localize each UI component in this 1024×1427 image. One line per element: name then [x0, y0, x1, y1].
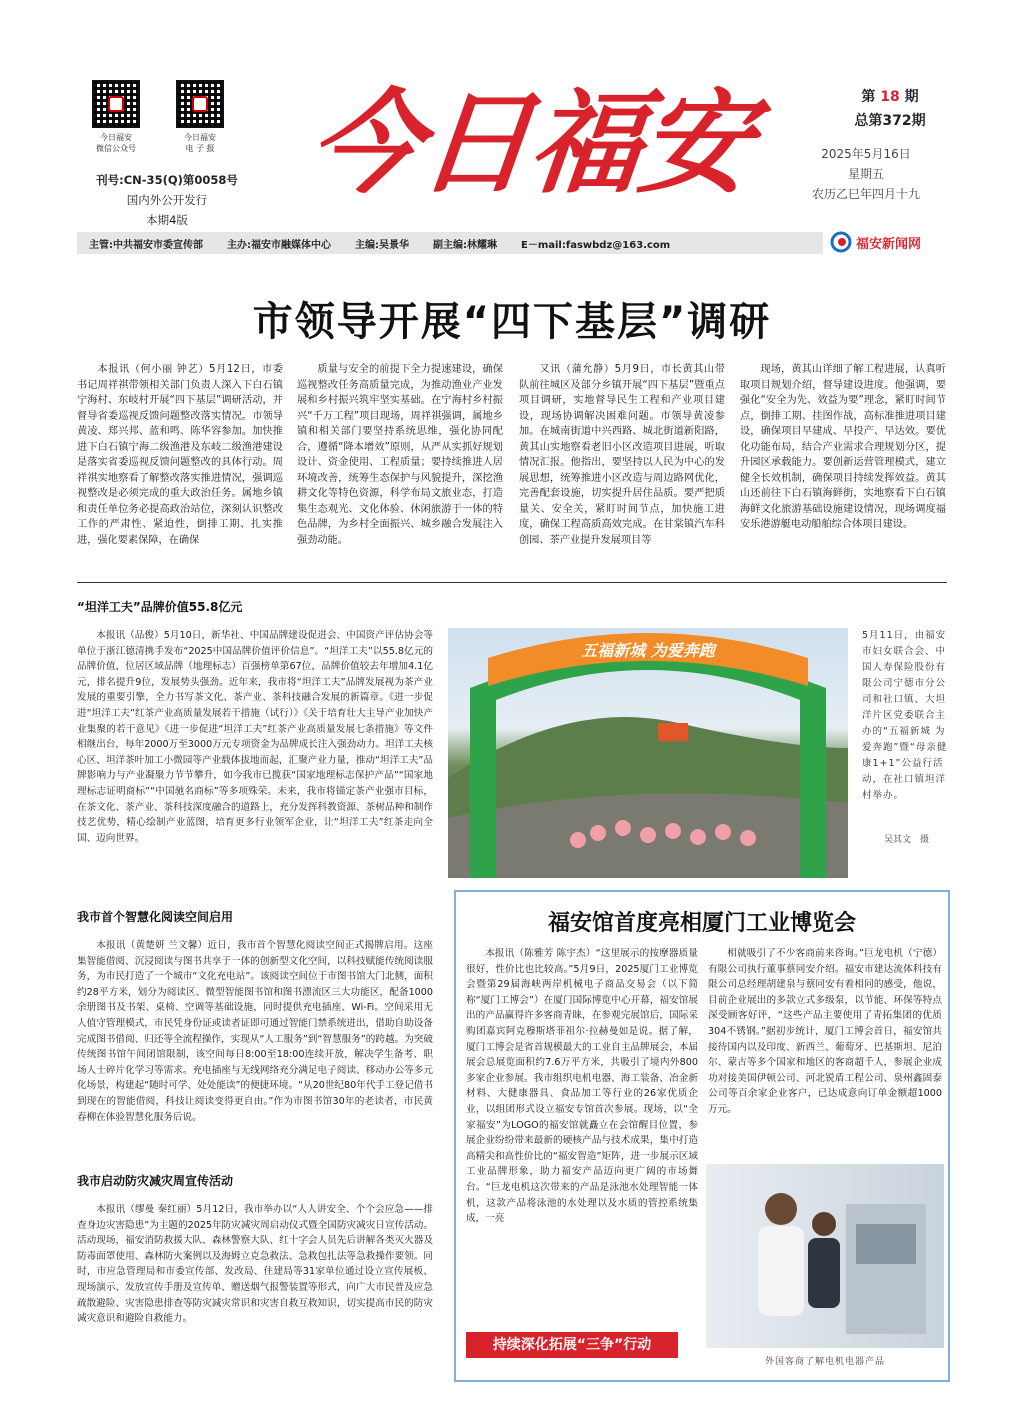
issue-info [840, 86, 940, 130]
publication-info [82, 170, 252, 230]
expo-column-1: 本报讯（陈雅芳 陈宇杰）“这里展示的按摩器质量很好，性价比也比较高。”5月9日，2025厦门工业博览会暨第29届海峡两岸机械电子商品交易会（以下简称“厦门工博会”）在厦门国际博览中心开幕，福安馆展出的产品赢得许多客商青睐，在参观完展馆后，国际采购团嘉宾阿克穆斯塔菲祖尔·拉赫曼如是说。据了解，厦门工博会是省首规模最大的工业自主品牌展会，本届展会总展览面积约7.6万平方米，共吸引了境内外800多家企业参展。我市组织电机电器、海工装备、冶金新材料、大健康器具、食品加工等行业的26家优质企业，以组团形式设立福安专馆首次参展。现场，以“全家福安”为LOGO的福安馆就矗立在会馆醒目位置，参展企业纷纷带来最新的硬核产品与技术成果，集中打造高精尖和高性价比的“福安智造”矩阵，进一步展示区域工业品牌形象，助力福安产品迈向更广阔的市场舞台。“巨龙电机这次带来的产品是泳池水处理智能一体机，这款产品将泳池的水处理以及水质的管控系统集成，一亮 [466, 948, 698, 1225]
expo-column-2: 相就吸引了不少客商前来咨询。”巨龙电机（宁德）有限公司执行董事蔡同安介绍。福安市建达流体科技有限公司总经理胡建泉与蔡同安有着相同的感受，他说，目前企业展出的多款立式多级泵，以节能、环保等特点深受顾客好评，“这些产品主要使用了青拓集团的优质304不锈钢。”据初步统计，厦门工博会首日，福安馆共接待国内以及印度、新西兰、葡萄牙、巴基斯坦、尼泊尔、蒙古等多个国家和地区的客商超千人，参展企业成功对接美国伊顿公司、河北锐盾工程公司、泉州鑫固泰公司等百余家企业客户，已达成意向订单金额超1000万元。 [708, 948, 942, 1115]
brand-body: 本报讯（品俊）5月10日，新华社、中国品牌建设促进会、中国资产评估协会等单位于浙江德清携手发布“2025中国品牌价值评价信息”。“坦洋工夫”以55.8亿元的品牌价值，位居区域品牌（地理标志）百强榜单第67位，品牌价值较去年增加4.1亿元，排名提升9位，发展势头强劲。近年来，我市将“坦洋工夫”品牌发展视为茶产业发展的重要引擎，全力书写茶文化、茶产业、茶科技融合发展的新篇章。《进一步促进“坦洋工夫”红茶产业高质量发展若干措施（试行）》《关于培育壮大主导产业加快产业集聚的若干意见》《进一步促进“坦洋工夫”红茶产业高质量发展七条措施》等文件相继出台，每年2000万至3000万元专项资金为品牌成长注入强劲动力。坦洋工夫核心区、坦洋茶叶加工小微园等产业载体拔地而起，汇聚产业力量，推动“坦洋工夫”品牌影响力与产业凝聚力节节攀升，如今我市已揽获“国家地理标志保护产品”“国家地理标志证明商标”“中国驰名商标”等多项殊荣。未来，我市将锚定茶产业强市目标，在茶文化、茶产业、茶科技深度融合的道路上，充分发挥科教资源、茶树品种和制作技艺优势，精心绘制产业蓝图，培育更多行业领军企业，让“坦洋工夫”红茶走向全国、迈向世界。 [77, 630, 433, 844]
qr-epaper[interactable] [176, 80, 224, 154]
deputy-editor: 副主编:林耀琳 [433, 239, 497, 251]
brand-headline: “坦洋工夫”品牌价值55.8亿元 [77, 600, 243, 614]
lunar-date: 农历乙巳年四月十九 [811, 187, 920, 201]
campaign-banner: 持续深化拓展“三争”行动 [466, 1332, 678, 1358]
lead-column-2: 质量与安全的前提下全力提速建设，确保巡视整改任务高质量完成，为推动渔业产业发展和乡村振兴筑牢坚实基础。在宁海村乡村振兴“千万工程”项目现场，周祥祺强调，属地乡镇和相关部门要坚持系统思维，强化协同配合，遵循“降本增效”原则，从严从实抓好规划设计、资金使用、工程质量；要持续推进人居环境改善，统筹生态保护与风貌提升，深挖渔耕文化等特色资源，科学布局文旅业态，打造集生态观光、文化体验、休闲旅游于一体的特色品牌，为乡村全面振兴、城乡融合发展注入强劲动能。 [297, 364, 503, 546]
date: 2025年5月16日 [821, 147, 911, 161]
masthead-title: 今日福安 [303, 78, 757, 209]
expo-headline: 福安馆首度亮相厦门工业博览会 [547, 910, 856, 936]
email[interactable]: E－mail:faswbdz@163.com [521, 239, 671, 251]
run-event-caption: 5月11日，由福安市妇女联合会、中国人寿保险股份有限公司宁德市分公司和社口镇、大坦洋片区党委联合主办的“五福新城 为爱奔跑”暨“母亲健康1+1”公益行活动，在社口镇坦洋村举办。 [862, 630, 948, 801]
qr-wechat-caption: 今日福安 微信公众号 [96, 133, 136, 153]
chief-editor: 主编:吴景华 [355, 239, 409, 251]
total-issue: 总第372期 [854, 113, 926, 129]
arch-banner-text: 五福新城 为爱奔跑 [581, 641, 715, 660]
issue-number: 第 18 期 [861, 89, 919, 105]
qr-wechat[interactable] [92, 80, 140, 154]
expo-photo [706, 1164, 944, 1348]
sponsor: 主管:中共福安市委宣传部 [89, 239, 203, 251]
host: 主办:福安市融媒体中心 [227, 239, 331, 251]
distribution-note: 国内外公开发行 [126, 193, 208, 207]
date-block [790, 144, 942, 204]
masthead-info-bar [77, 232, 823, 254]
weekday: 星期五 [847, 167, 884, 181]
site-logo-icon [830, 231, 852, 253]
run-event-illustration [448, 628, 848, 878]
site-logo-text: 福安新闻网 [856, 236, 922, 252]
disaster-body: 本报讯（缪曼 秦红丽）5月12日，我市举办以“人人讲安全、个个会应急——排查身边灾害隐患”为主题的2025年防灾减灾周启动仪式暨全国防灾减灾日宣传活动。活动现场，福安消防救援大队、森林警察大队、红十字会人员先后讲解各类灭火器及防毒面罩使用、森林防火案例以及海姆立克急救法、急救包扎法等急救操作要领。同时，市应急管理局和市委宣传部、发改局、住建局等31家单位通过设立宣传展板、现场演示、发放宣传手册及宣传单、赠送烟气报警装置等形式，向广大市民普及应急疏散避险、灾害隐患排查等防灾减灾常识和灾害自救互救知识，切实提高市民的防灾减灾意识和避险自救能力。 [77, 1204, 433, 1325]
reading-body: 本报讯（黄楚妍 兰文馨）近日，我市首个智慧化阅读空间正式揭牌启用。这座集智能借阅、沉浸阅读与图书共享于一体的创新型文化空间，以科技赋能传统阅读服务，为市民打造了一个城市“文化充电站”。该阅读空间位于市图书馆大门北侧，面积约28平方米，划分为阅读区、微型智能图书馆和图书漂流区三大功能区，配备1000余册图书及书架、桌椅、空调等基础设施，同时提供充电插座、Wi-Fi。空间采用无人值守管理模式，市民凭身份证或读者证即可通过智能门禁系统进出，借助自助设备完成图书借阅、归还等全流程操作，实现从“人工服务”到“智慧服务”的跨越。为突破传统图书馆午间闭馆限制，该空间每日8:00至18:00连续开放，解决学生备考、职场人士碎片化学习等需求。充电插座与无线网络充分满足电子阅读、移动办公等多元化场景，构建起“随时可学、处处能读”的便捷环境。“从20世纪80年代手工登记借书到现在的智能借阅，科技让阅读变得更自由。”作为市图书馆30年的老读者，市民黄春柳在体验智慧化服务后说。 [77, 940, 433, 1123]
page-count: 本期4版 [146, 213, 188, 227]
registration-number: 刊号:CN-35(Q)第0058号 [96, 173, 238, 187]
reading-headline: 我市首个智慧化阅读空间启用 [77, 910, 234, 924]
run-event-credit: 吴其文 摄 [884, 835, 930, 845]
lead-column-1: 本报讯（何小丽 钟艺）5月12日，市委书记周祥祺带领相关部门负责人深入下白石镇宁海村、东岐村开展“四下基层”调研活动，并督导省委巡视反馈问题整改落实情况。市领导黄凌、郑兴邦、蓝和鸣、陈华容参加。加快推进下白石镇宁海二级渔港及东岐二级渔港建设是落实省委巡视反馈问题整改的具体行动。周祥祺实地察看了解整改落实推进情况，强调巡视整改是必须完成的重大政治任务。属地乡镇和责任单位务必提高政治站位，深刻认识整改工作的严肃性、紧迫性，倒排工期、扎实推进，强化要素保障，在确保 [77, 364, 283, 546]
expo-photo-caption: 外国客商了解电机电器产品 [764, 1357, 885, 1367]
lead-column-4: 现场，黄其山详细了解工程进展，认真听取项目规划介绍，督导建设进度。他强调，要强化“安全为先、效益为要”理念，紧盯时间节点，倒排工期、挂图作战，高标准推进项目建设，确保项目早建成、早投产、早达效。要优化功能布局，结合产业需求合理规划分区，提升园区承载能力。要创新运营管理模式，建立健全长效机制，确保项目持续发挥效益。黄其山还前往下白石镇海鲜街，实地察看下白石镇海鲜文化旅游基础设施建设情况，现场调度福安乐港游艇电动船舶综合体项目建设。 [740, 364, 946, 530]
section-divider [77, 582, 947, 583]
lead-headline: 市领导开展“四下基层”调研 [252, 299, 772, 345]
news-site-logo[interactable] [830, 230, 950, 254]
run-event-photo [448, 628, 848, 878]
lead-column-3: 又讯（蒲允静）5月9日，市长黄其山带队前往城区及部分乡镇开展“四下基层”暨重点项目调研，实地督导民生工程和产业项目建设，现场协调解决困难问题。市领导黄凌参加。在城南街道中兴西路、城北街道新阳路，黄其山实地察看老旧小区改造项目进展，听取情况汇报。他指出，要坚持以人民为中心的发展思想，统筹推进小区改造与周边路网优化，完善配套设施，切实提升居住品质。要严把质量关、安全关，紧盯时间节点，加快施工进度，确保工程高质高效完成。在甘棠镇汽车科创园、茶产业提升发展项目等 [519, 364, 725, 546]
qr-code-icon [92, 80, 140, 128]
qr-epaper-caption: 今日福安 电 子 报 [184, 133, 216, 153]
qr-code-icon [176, 80, 224, 128]
disaster-headline: 我市启动防灾减灾周宣传活动 [77, 1174, 234, 1188]
expo-photo-illustration [706, 1164, 944, 1348]
